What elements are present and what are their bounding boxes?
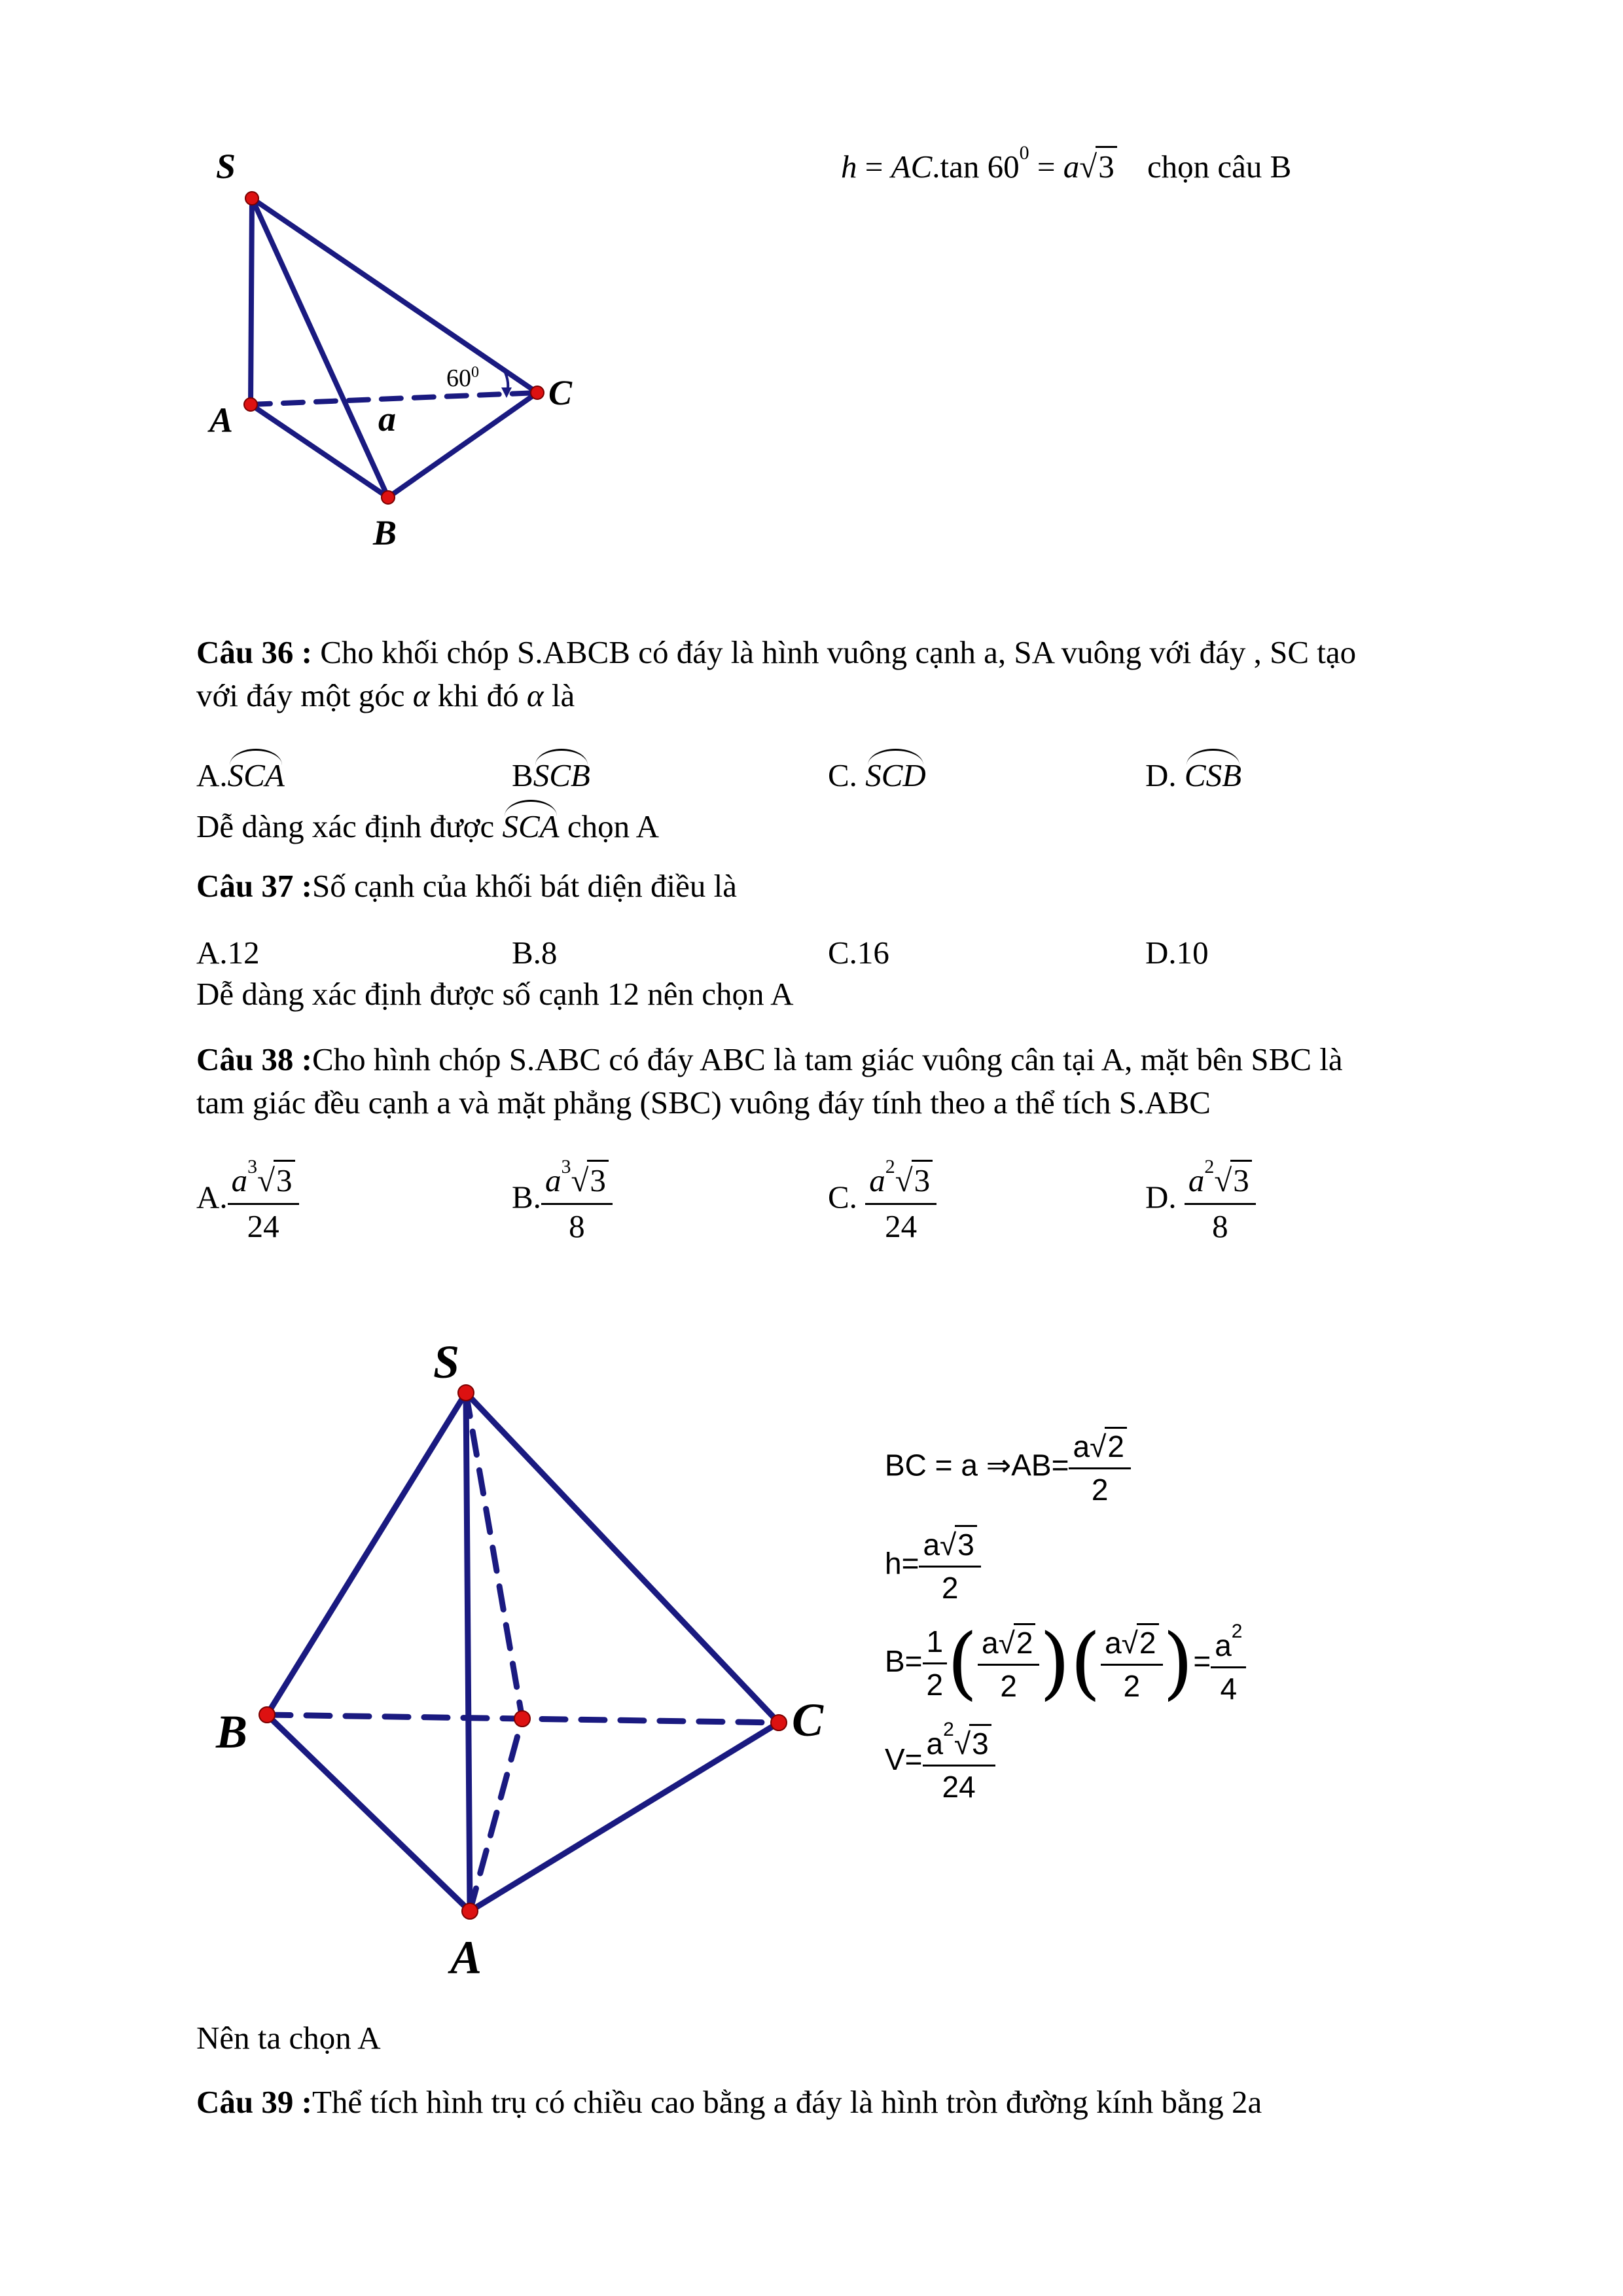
edge-SB (267, 1393, 466, 1715)
sol4-num: a (926, 1727, 944, 1761)
label-C: C (548, 373, 573, 412)
q38-text-1: Cho hình chóp S.ABC có đáy ABC là tam giác vuông cân tại A, mặt bên SBC là (312, 1041, 1343, 1077)
q38-label: Câu 38 : (196, 1041, 312, 1077)
formula-eq1: = (857, 149, 891, 185)
q36-option-c-prefix: C. (828, 757, 866, 793)
label-A: A (209, 401, 234, 440)
formula-eq2: = (1029, 149, 1063, 185)
q38-b-root: 3 (587, 1160, 609, 1200)
formula-radicand: 3 (1096, 146, 1117, 187)
q38-d-exp: 2 (1204, 1156, 1215, 1177)
sol1-den: 2 (1091, 1473, 1109, 1507)
q36-label: Câu 36 : (196, 634, 312, 670)
q36-text-2a: với đáy một góc (196, 677, 413, 713)
q36-line1 (196, 634, 1356, 672)
label-C: C (792, 1694, 824, 1746)
sol3-f1-den: 2 (1000, 1668, 1017, 1703)
q38-option-a-fraction: $\frac{a^3√3}{24}$ (228, 1155, 299, 1246)
q38-option-b-prefix: B. (512, 1179, 541, 1215)
label-B: B (373, 513, 397, 552)
point-C (531, 386, 544, 399)
sol3-half-den: 2 (926, 1668, 944, 1702)
q36-option-c-value: SCD (865, 753, 926, 795)
q36-answer-pre: Dễ dàng xác định được (196, 808, 503, 844)
point-C (771, 1715, 787, 1731)
sol3-f1-root: 2 (1014, 1623, 1036, 1661)
formula-AC: AC (891, 149, 933, 185)
angle-label: $60^0$ (446, 364, 479, 392)
sol2-fraction: $\frac{a√3}{2}$ (919, 1525, 980, 1606)
formula-h-var: h (841, 149, 857, 185)
q36-option-c (828, 753, 926, 795)
label-S: S (216, 147, 236, 186)
q39-text: Thể tích hình trụ có chiều cao bằng a đáy là hình tròn đường kính bằng 2a (312, 2084, 1262, 2120)
edge-AB (267, 1715, 470, 1911)
formula-answer: chọn câu B (1147, 149, 1292, 185)
sol3-paren-close-1: ) (1039, 1617, 1071, 1709)
sol3-f2-num: a (1105, 1625, 1122, 1660)
sol3-f1-num: a (981, 1625, 999, 1660)
q36-option-d-prefix: D. (1145, 757, 1185, 793)
q36-answer (196, 804, 659, 846)
q37-label: Câu 37 : (196, 868, 312, 904)
q39-question (196, 2083, 1262, 2122)
q37-question (196, 867, 737, 906)
q36-option-a-value: SCA (228, 753, 285, 795)
sol3-factor-2: $\frac{a√2}{2}$ (1101, 1623, 1162, 1704)
solution-line-3 (885, 1617, 1246, 1709)
sol3-text: B= (885, 1643, 923, 1678)
sol1-root: 2 (1105, 1427, 1127, 1465)
q38-line2: tam giác đều cạnh a và mặt phẳng (SBC) vuông đáy tính theo a thể tích S.ABC (196, 1085, 1211, 1121)
pyramid-diagram-1 (183, 144, 628, 569)
sol2-root: 3 (955, 1525, 977, 1563)
q37-option-b: B.8 (512, 935, 558, 971)
q38-b-den: 8 (569, 1208, 585, 1244)
pyramid-diagram-2 (196, 1322, 883, 1990)
label-A: A (450, 1931, 482, 1984)
q38-option-c (828, 1155, 936, 1246)
edge-SA (466, 1393, 470, 1911)
q37-answer: Dễ dàng xác định được số cạnh 12 nên chọn A (196, 976, 794, 1012)
q36-text-2b: khi đó (429, 677, 527, 713)
sol3-paren-close-2: ) (1162, 1617, 1194, 1709)
q36-alpha-2: α (526, 677, 544, 713)
point-B (259, 1707, 275, 1723)
formula-h (841, 141, 1291, 187)
sol3-res-den: 4 (1220, 1672, 1238, 1706)
sol3-half-num: 1 (923, 1624, 948, 1664)
formula-tan: .tan 60 (932, 149, 1020, 185)
edge-SA (251, 198, 252, 404)
q38-a-root: 3 (274, 1160, 295, 1200)
q38-d-base: a (1188, 1162, 1205, 1198)
label-S: S (433, 1336, 460, 1388)
q36-option-a-prefix: A. (196, 757, 228, 793)
q38-option-d (1145, 1155, 1256, 1246)
q38-conclusion: Nên ta chọn A (196, 2020, 381, 2056)
q37-option-c: C.16 (828, 935, 889, 971)
sol3-factor-1: $\frac{a√2}{2}$ (978, 1623, 1039, 1704)
q39-label: Câu 39 : (196, 2084, 312, 2120)
sol2-text: h= (885, 1546, 919, 1581)
sol3-res-num: a (1215, 1628, 1232, 1662)
q38-option-c-fraction: $\frac{a^2√3}{24}$ (865, 1155, 936, 1246)
q38-a-base: a (231, 1162, 248, 1198)
solution-line-4 (885, 1718, 995, 1805)
point-S (458, 1385, 474, 1401)
q36-option-d (1145, 753, 1241, 795)
q38-option-a (196, 1155, 299, 1246)
label-B: B (216, 1706, 248, 1758)
q38-option-c-prefix: C. (828, 1179, 866, 1215)
formula-a: a (1063, 149, 1080, 185)
q36-option-b-value: SCB (533, 753, 590, 795)
sol4-fraction: $\frac{a^2√3}{24}$ (923, 1718, 995, 1805)
formula-sqrt-symbol: √ (1079, 149, 1097, 185)
q37-text: Số cạnh của khối bát diện điều là (312, 868, 738, 904)
q38-option-d-prefix: D. (1145, 1179, 1185, 1215)
solution-line-2 (885, 1525, 981, 1606)
point-A (244, 398, 257, 411)
q38-d-root: 3 (1230, 1160, 1252, 1200)
q38-c-base: a (869, 1162, 885, 1198)
sol3-paren-open-1: ( (947, 1617, 978, 1709)
sol3-res-exp: 2 (1231, 1621, 1243, 1642)
q37-option-a: A.12 (196, 935, 260, 971)
sol1-fraction: $\frac{a√2}{2}$ (1069, 1427, 1130, 1508)
sol4-den: 24 (942, 1770, 976, 1804)
q36-option-a (196, 753, 285, 795)
sol3-half (923, 1624, 948, 1703)
q38-a-den: 24 (247, 1208, 279, 1244)
sol2-den: 2 (941, 1571, 959, 1605)
sol4-root: 3 (969, 1724, 991, 1762)
q38-b-exp: 3 (561, 1156, 571, 1177)
q36-answer-value: SCA (502, 804, 559, 846)
point-B (382, 491, 395, 504)
q38-b-base: a (544, 1162, 562, 1198)
sol3-f2-root: 2 (1137, 1623, 1159, 1661)
sol4-text: V= (885, 1742, 923, 1776)
point-A (462, 1903, 478, 1919)
q38-c-root: 3 (912, 1160, 933, 1200)
sol3-f2-den: 2 (1123, 1668, 1141, 1703)
q38-option-b (512, 1155, 613, 1246)
q38-option-a-prefix: A. (196, 1179, 228, 1215)
label-a: a (378, 399, 396, 439)
formula-deg: 0 (1019, 142, 1029, 164)
q36-answer-post: chọn A (559, 808, 660, 844)
q36-line2 (196, 677, 575, 715)
q38-c-exp: 2 (885, 1156, 895, 1177)
q37-option-d: D.10 (1145, 935, 1209, 971)
q38-option-b-fraction: $\frac{a^3√3}{8}$ (541, 1155, 613, 1246)
q36-option-b-prefix: B (512, 757, 533, 793)
sol2-num: a (923, 1528, 940, 1562)
q36-text-2c: là (543, 677, 575, 713)
point-S (245, 192, 259, 205)
point-H (514, 1711, 530, 1727)
q38-d-den: 8 (1212, 1208, 1228, 1244)
sol4-exp: 2 (943, 1719, 954, 1740)
edge-BC (388, 393, 537, 497)
sol1-num: a (1073, 1429, 1090, 1463)
q38-line1 (196, 1041, 1343, 1079)
sol3-result (1211, 1620, 1246, 1707)
solution-line-1 (885, 1427, 1131, 1508)
q38-a-exp: 3 (247, 1156, 258, 1177)
sol1-text: BC = a ⇒AB= (885, 1448, 1069, 1482)
q36-alpha-1: α (412, 677, 430, 713)
sol3-paren-open-2: ( (1070, 1617, 1101, 1709)
q36-text-1: Cho khối chóp S.ABCB có đáy là hình vuông cạnh a, SA vuông với đáy , SC tạo (312, 634, 1357, 670)
q38-c-den: 24 (885, 1208, 918, 1244)
sol3-eq: = (1193, 1643, 1211, 1678)
q36-option-b (512, 753, 590, 795)
q36-option-d-value: CSB (1185, 753, 1241, 795)
q38-option-d-fraction: $\frac{a^2√3}{8}$ (1185, 1155, 1256, 1246)
